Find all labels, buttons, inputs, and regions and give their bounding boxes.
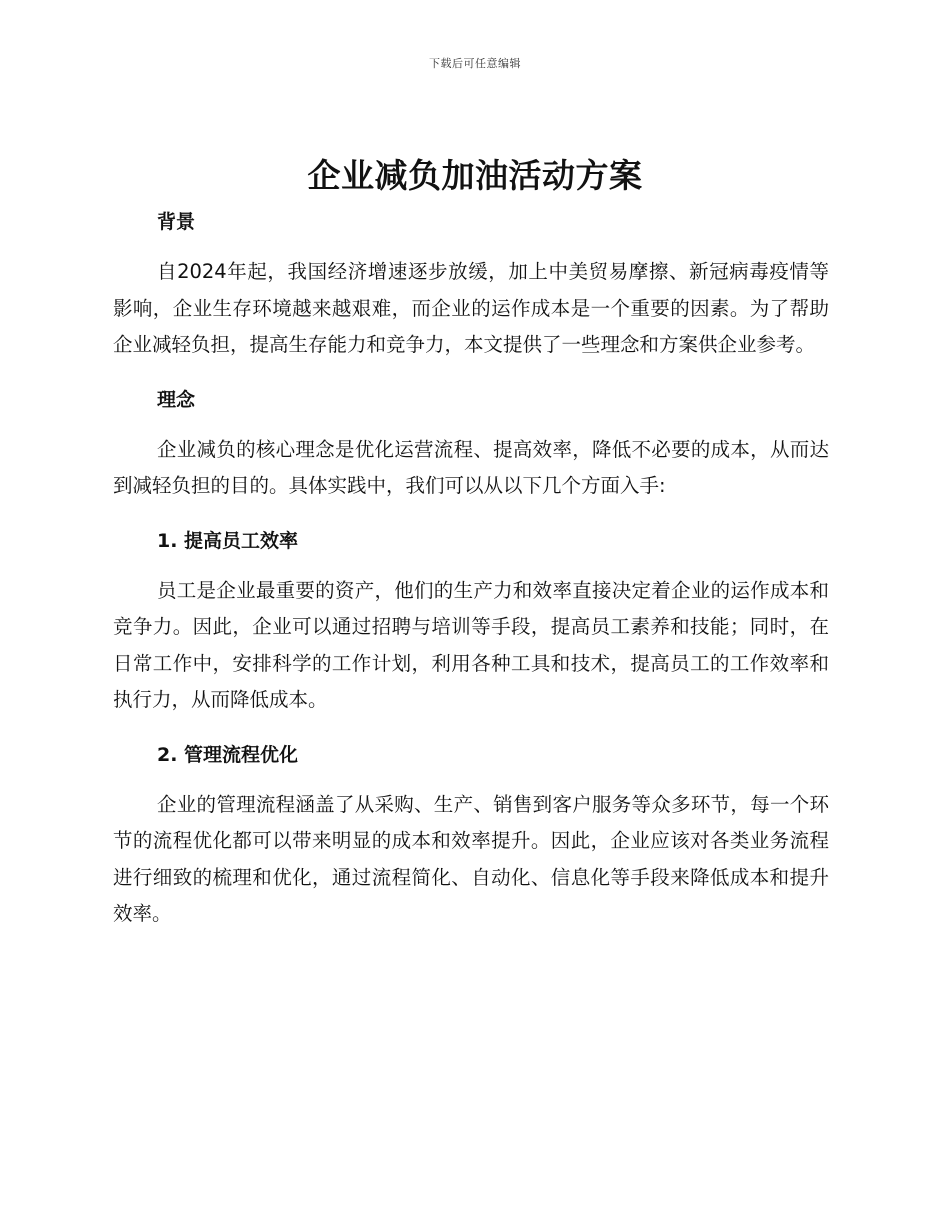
- section-heading-employee-efficiency: 1. 提高员工效率: [157, 529, 299, 552]
- section-heading-background: 背景: [157, 211, 196, 233]
- document-body: [113, 200, 829, 933]
- section-heading-process-optimization: 2. 管理流程优化: [157, 743, 299, 766]
- header-note: 下载后可任意编辑: [429, 57, 521, 70]
- section-paragraph-process-optimization: 企业的管理流程涵盖了从采购、生产、销售到客户服务等众多环节，每一个环节的流程优化都可以带来明显的成本和效率提升。因此，企业应该对各类业务流程进行细致的梳理和优化，通过流程简化、自动化、信息化等手段来降低成本和提升效率。: [113, 792, 829, 925]
- section-heading-concept: 理念: [157, 388, 196, 411]
- section-paragraph-concept: 企业减负的核心理念是优化运营流程、提高效率，降低不必要的成本，从而达到减轻负担的目的。具体实践中，我们可以从以下几个方面入手:: [113, 437, 829, 497]
- section-paragraph-employee-efficiency: 员工是企业最重要的资产，他们的生产力和效率直接决定着企业的运作成本和竞争力。因此，企业可以通过招聘与培训等手段，提高员工素养和技能；同时，在日常工作中，安排科学的工作计划，利用各种工具和技术，提高员工的工作效率和执行力，从而降低成本。: [113, 578, 829, 711]
- page-title: 企业减负加油活动方案: [307, 156, 643, 195]
- section-paragraph-background: 自2024年起，我国经济增速逐步放缓，加上中美贸易摩擦、新冠病毒疫情等影响，企业生存环境越来越艰难，而企业的运作成本是一个重要的因素。为了帮助企业减轻负担，提高生存能力和竞争力，本文提供了一些理念和方案供企业参考。: [113, 260, 829, 356]
